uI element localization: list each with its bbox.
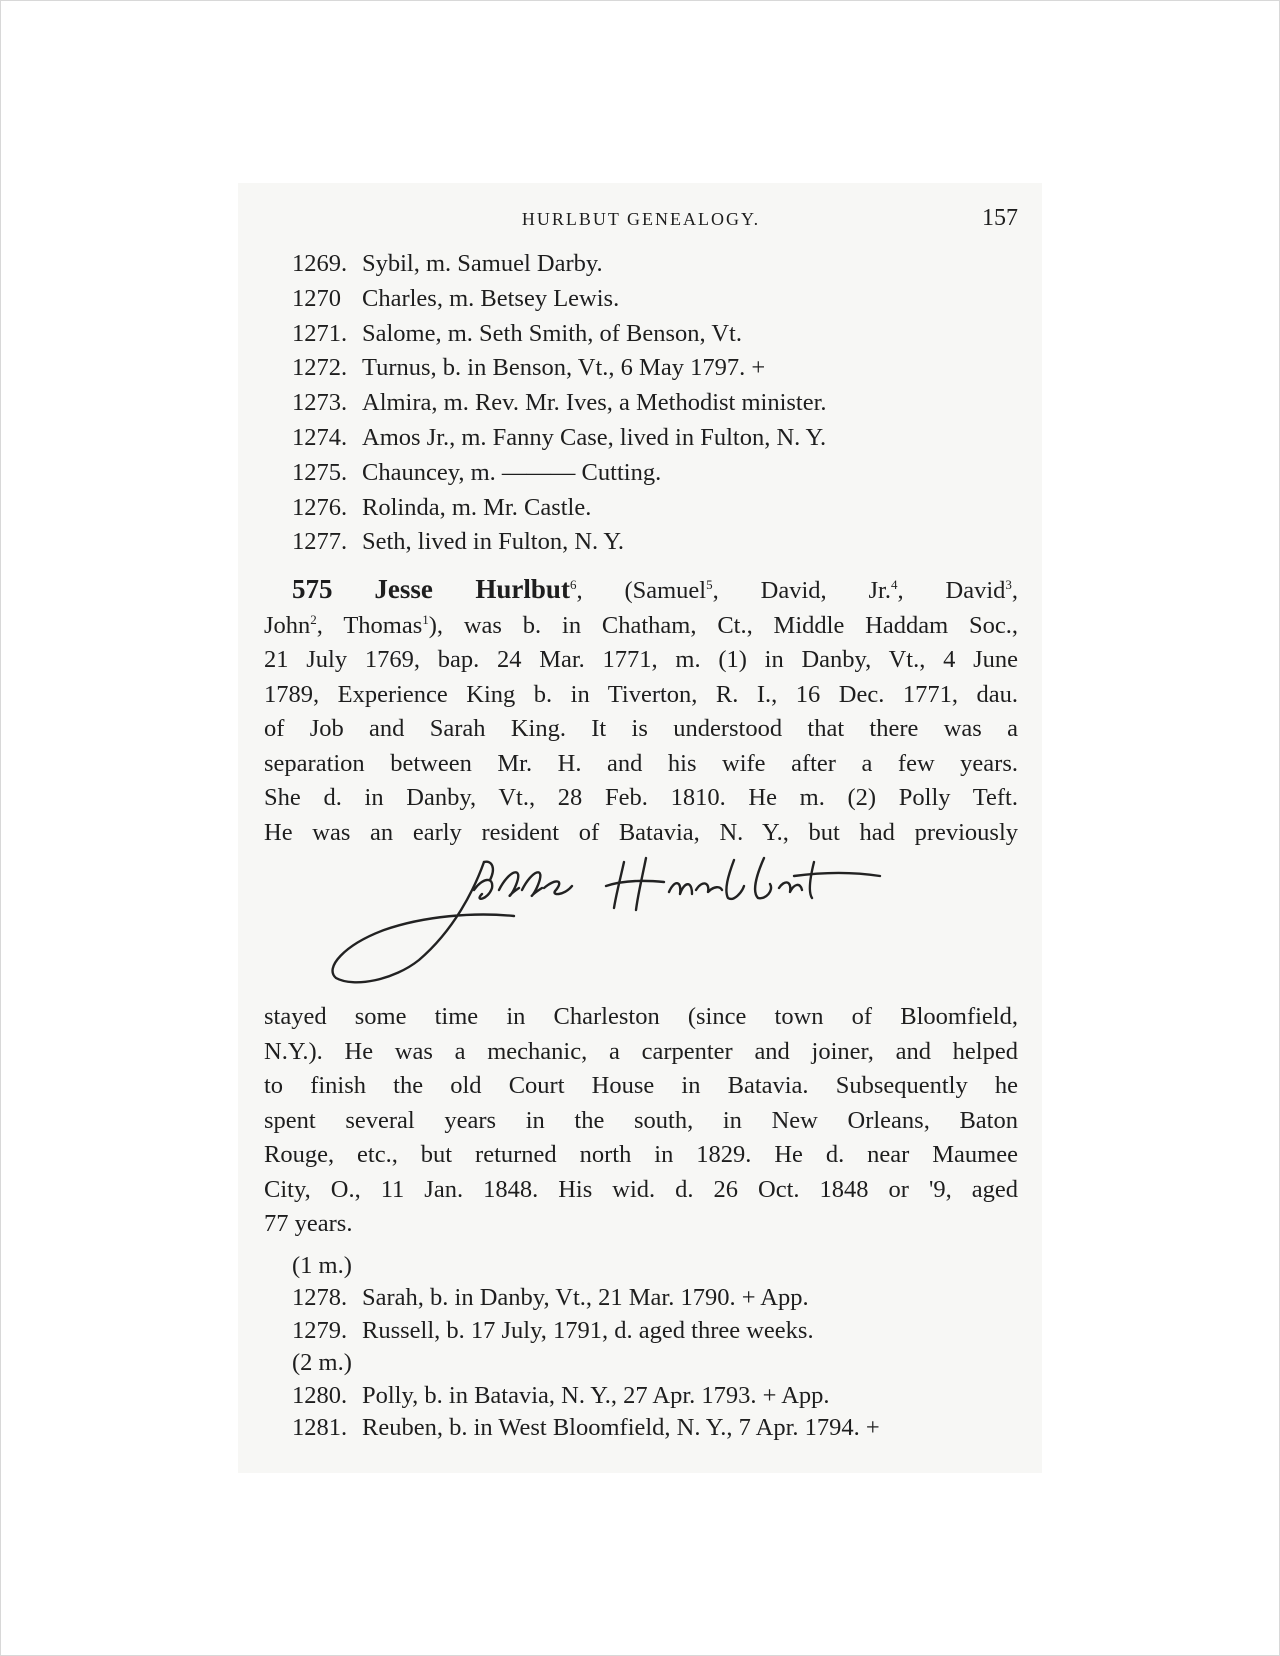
list-item: 1270 Charles, m. Betsey Lewis. (292, 284, 620, 312)
list-item: (1 m.) (292, 1251, 352, 1279)
biography-continuation: stayed some time in Charleston (since town of Bloomfield, N.Y.). He was a mechanic, a carpenter and joiner, and helped to finish the old Court House in Batavia. Subsequently he spent several years in the south, in New Orleans, Baton Rouge, etc., but returned north in 1829. He d. near Maumee City, O., 11 Jan. 1848. His wid. d. 26 Oct. 1848 or '9, aged 77 years. (264, 1003, 1018, 1238)
biography-paragraph: 575 Jesse Hurlbut$^6$, (Samuel$^5$, David, Jr.$^4$, David$^3$, John$^2$, Thomas$^1$), was b. in Chatham, Ct., Middle Haddam Soc., 21 July 1769, bap. 24 Mar. 1771, m. (1) in Danby, Vt., 4 June 1789, Experience King b. in Tiverton, R. I., 16 Dec. 1771, dau. of Job and Sarah King. It is understood that there was a separation between Mr. H. and his wife after a few years. She d. in Danby, Vt., 28 Feb. 1810. He m. (2) Polly Teft. He was an early resident of Batavia, N. Y., but had previously (264, 574, 1019, 846)
list-item: 1275. Chauncey, m. ——— Cutting. (292, 458, 662, 486)
list-item: 1278. Sarah, b. in Danby, Vt., 21 Mar. 1790. + App. (292, 1284, 809, 1312)
entry-number: 575 (292, 574, 333, 605)
running-title: HURLBUT GENEALOGY. (521, 209, 761, 229)
signature-image (324, 850, 884, 1000)
children-list (264, 1250, 1018, 1445)
list-item: 1281. Reuben, b. in West Bloomfield, N. Y., 7 Apr. 1794. + (292, 1414, 880, 1442)
running-header (264, 205, 1018, 235)
list-item: 1271. Salome, m. Seth Smith, of Benson, Vt. (292, 319, 742, 347)
list-item: 1276. Rolinda, m. Mr. Castle. (292, 493, 592, 521)
list-item: 1280. Polly, b. in Batavia, N. Y., 27 Apr. 1793. + App. (292, 1381, 830, 1409)
signature (264, 850, 1018, 1000)
entry-list (264, 247, 1018, 560)
list-item: 1272. Turnus, b. in Benson, Vt., 6 May 1797. + (292, 354, 766, 382)
list-item: 1273. Almira, m. Rev. Mr. Ives, a Methodist minister. (292, 389, 827, 417)
person-name: Jesse Hurlbut (374, 574, 570, 605)
list-item: 1279. Russell, b. 17 July, 1791, d. aged three weeks. (292, 1316, 814, 1344)
page-number: 157 (982, 205, 1018, 231)
list-item: 1269. Sybil, m. Samuel Darby. (292, 250, 603, 277)
list-item: 1274. Amos Jr., m. Fanny Case, lived in Fulton, N. Y. (292, 423, 827, 451)
page-content (264, 205, 1018, 1445)
list-item: 1277. Seth, lived in Fulton, N. Y. (292, 528, 625, 556)
list-item: (2 m.) (292, 1349, 352, 1377)
